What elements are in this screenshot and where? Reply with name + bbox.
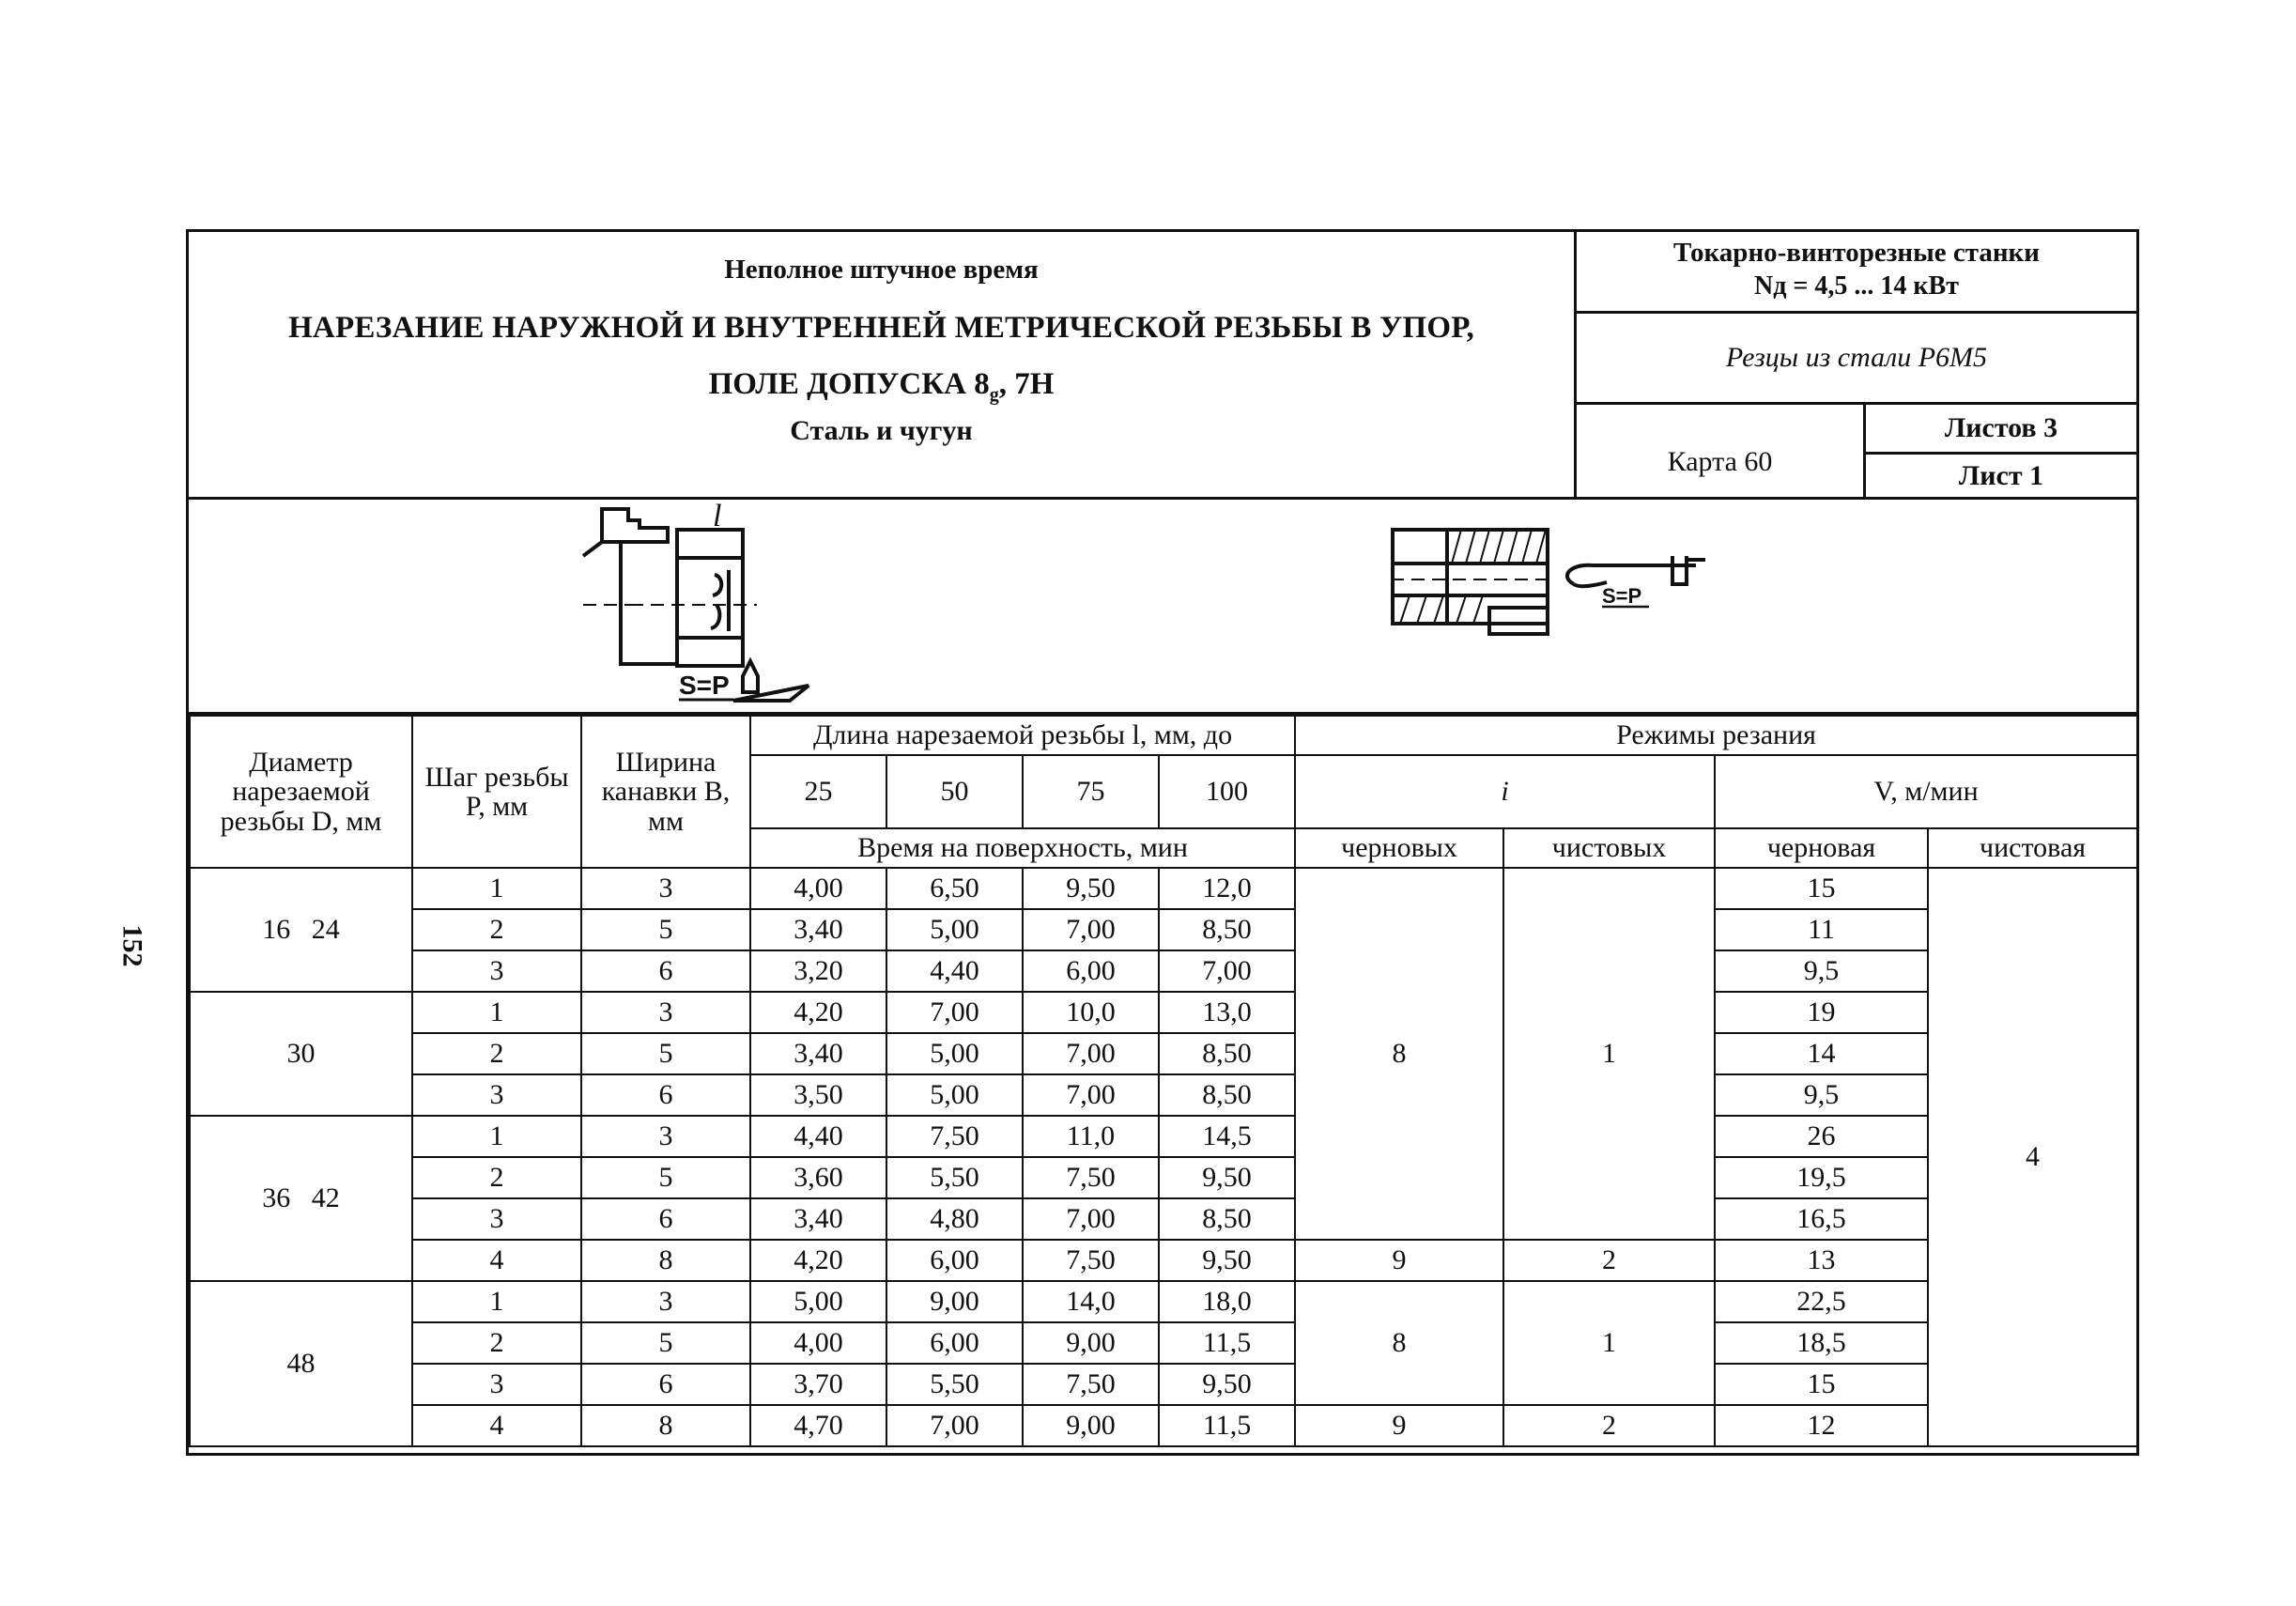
groove-cell: 8 — [581, 1405, 750, 1446]
tools-cell: Резцы из стали Р6М5 — [1577, 314, 2136, 405]
rough-passes-cell: 8 — [1295, 1281, 1503, 1405]
rough-speed-cell: 13 — [1715, 1240, 1928, 1281]
external-thread-sketch — [574, 500, 855, 712]
groove-cell: 6 — [581, 950, 750, 992]
rough-speed-cell: 11 — [1715, 909, 1928, 950]
table-row — [190, 1116, 2137, 1157]
header-thread-length: Длина нарезаемой резьбы l, мм, до — [750, 716, 1295, 755]
table-row — [190, 1322, 2137, 1364]
groove-cell: 3 — [581, 992, 750, 1033]
time-cell: 6,00 — [886, 1322, 1023, 1364]
finish-passes-cell: 2 — [1503, 1405, 1715, 1446]
time-cell: 4,40 — [750, 1116, 886, 1157]
time-cell: 9,50 — [1159, 1157, 1295, 1198]
pitch-cell: 2 — [412, 1033, 581, 1074]
time-cell: 5,50 — [886, 1364, 1023, 1405]
main-title: НАРЕЗАНИЕ НАРУЖНОЙ И ВНУТРЕННЕЙ МЕТРИЧЕСКОЙ РЕЗЬБЫ В УПОР, — [288, 311, 1474, 345]
header-passes: i — [1295, 755, 1715, 828]
table-row — [190, 950, 2137, 992]
header-diameter: Диаметр нарезаемой резьбы D, мм — [190, 716, 412, 868]
time-cell: 7,50 — [1023, 1157, 1159, 1198]
time-cell: 8,50 — [1159, 1074, 1295, 1116]
rough-speed-cell: 26 — [1715, 1116, 1928, 1157]
time-cell: 7,00 — [1023, 1074, 1159, 1116]
time-cell: 4,70 — [750, 1405, 886, 1446]
tolerance-line — [189, 367, 1574, 407]
groove-cell: 5 — [581, 1033, 750, 1074]
diameter-cell: 16 24 — [190, 868, 412, 992]
rough-speed-cell: 12 — [1715, 1405, 1928, 1446]
header-length-100: 100 — [1159, 755, 1295, 828]
time-cell: 5,50 — [886, 1157, 1023, 1198]
rough-speed-cell: 18,5 — [1715, 1322, 1928, 1364]
pitch-cell: 2 — [412, 1322, 581, 1364]
time-cell: 7,00 — [886, 992, 1023, 1033]
time-cell: 11,0 — [1023, 1116, 1159, 1157]
time-cell: 5,00 — [886, 1074, 1023, 1116]
time-cell: 3,70 — [750, 1364, 886, 1405]
time-cell: 11,5 — [1159, 1322, 1295, 1364]
tolerance-prefix: ПОЛЕ ДОПУСКА 8 — [708, 367, 990, 401]
tolerance-suffix: , 7H — [998, 367, 1055, 401]
time-cell: 8,50 — [1159, 909, 1295, 950]
rough-passes-cell: 8 — [1295, 868, 1503, 1240]
rough-speed-cell: 19,5 — [1715, 1157, 1928, 1198]
time-cell: 7,50 — [886, 1116, 1023, 1157]
rough-speed-cell: 16,5 — [1715, 1198, 1928, 1240]
time-cell: 4,00 — [750, 868, 886, 909]
pitch-cell: 4 — [412, 1240, 581, 1281]
finish-passes-cell: 1 — [1503, 868, 1715, 1240]
time-cell: 8,50 — [1159, 1033, 1295, 1074]
time-cell: 9,50 — [1023, 868, 1159, 909]
pitch-cell: 2 — [412, 909, 581, 950]
time-cell: 7,00 — [886, 1405, 1023, 1446]
groove-cell: 5 — [581, 1322, 750, 1364]
table-row — [190, 1364, 2137, 1405]
sheets-total: Листов 3 — [1866, 405, 2136, 455]
groove-cell: 5 — [581, 1157, 750, 1198]
sketch-l-label: l — [713, 500, 722, 533]
header-finish-speed: чистовая — [1928, 828, 2137, 868]
machine-cell — [1577, 232, 2136, 314]
pitch-cell: 1 — [412, 992, 581, 1033]
title-block — [189, 232, 1577, 497]
header-finish-passes: чистовых — [1503, 828, 1715, 868]
time-cell: 9,50 — [1159, 1240, 1295, 1281]
groove-cell: 6 — [581, 1074, 750, 1116]
rough-passes-cell: 9 — [1295, 1240, 1503, 1281]
time-cell: 9,00 — [1023, 1405, 1159, 1446]
groove-cell: 3 — [581, 868, 750, 909]
header-cutting-modes: Режимы резания — [1295, 716, 2137, 755]
rough-speed-cell: 9,5 — [1715, 1074, 1928, 1116]
time-cell: 4,20 — [750, 992, 886, 1033]
header-surface-time: Время на поверхность, мин — [750, 828, 1295, 868]
pitch-cell: 3 — [412, 1198, 581, 1240]
sketch-feed-label-right: S=P — [1602, 584, 1642, 608]
cutting-time-table — [189, 715, 2138, 1447]
rough-speed-cell: 14 — [1715, 1033, 1928, 1074]
pitch-cell: 3 — [412, 1074, 581, 1116]
pitch-cell: 3 — [412, 950, 581, 992]
finish-passes-cell: 2 — [1503, 1240, 1715, 1281]
header-rough-speed: черновая — [1715, 828, 1928, 868]
time-cell: 4,80 — [886, 1198, 1023, 1240]
time-cell: 14,0 — [1023, 1281, 1159, 1322]
rough-speed-cell: 9,5 — [1715, 950, 1928, 992]
time-cell: 3,20 — [750, 950, 886, 992]
groove-cell: 6 — [581, 1364, 750, 1405]
machine-type: Токарно-винторезные станки — [1673, 238, 2040, 268]
time-cell: 11,5 — [1159, 1405, 1295, 1446]
pitch-cell: 4 — [412, 1405, 581, 1446]
pitch-cell: 1 — [412, 868, 581, 909]
time-cell: 4,20 — [750, 1240, 886, 1281]
header-pitch: Шаг резьбы P, мм — [412, 716, 581, 868]
groove-cell: 3 — [581, 1281, 750, 1322]
header-length-75: 75 — [1023, 755, 1159, 828]
groove-cell: 8 — [581, 1240, 750, 1281]
header-groove: Ширина канавки B, мм — [581, 716, 750, 868]
table-row — [190, 1405, 2137, 1446]
time-cell: 3,40 — [750, 1198, 886, 1240]
header-length-25: 25 — [750, 755, 886, 828]
groove-cell: 3 — [581, 1116, 750, 1157]
time-cell: 4,00 — [750, 1322, 886, 1364]
subtitle: Неполное штучное время — [724, 255, 1039, 285]
table-row — [190, 992, 2137, 1033]
pitch-cell: 2 — [412, 1157, 581, 1198]
sketch-feed-label-left: S=P — [679, 671, 730, 700]
sheet-current: Лист 1 — [1958, 460, 2044, 491]
diameter-cell: 30 — [190, 992, 412, 1116]
table-row — [190, 909, 2137, 950]
time-cell: 3,50 — [750, 1074, 886, 1116]
card-number-cell — [1577, 405, 1866, 497]
header-length-50: 50 — [886, 755, 1023, 828]
finish-passes-cell: 1 — [1503, 1281, 1715, 1405]
time-cell: 3,60 — [750, 1157, 886, 1198]
time-cell: 7,00 — [1023, 909, 1159, 950]
diameter-cell: 48 — [190, 1281, 412, 1446]
card-header — [189, 232, 2136, 500]
time-cell: 5,00 — [886, 1033, 1023, 1074]
table-row — [190, 1198, 2137, 1240]
time-cell: 9,00 — [886, 1281, 1023, 1322]
time-cell: 6,50 — [886, 868, 1023, 909]
diameter-cell: 36 42 — [190, 1116, 412, 1281]
time-cell: 6,00 — [886, 1240, 1023, 1281]
time-cell: 3,40 — [750, 909, 886, 950]
table-row — [190, 1240, 2137, 1281]
rough-speed-cell: 22,5 — [1715, 1281, 1928, 1322]
groove-cell: 6 — [581, 1198, 750, 1240]
table-row — [190, 1074, 2137, 1116]
finish-speed-cell: 4 — [1928, 868, 2137, 1446]
rough-speed-cell: 15 — [1715, 868, 1928, 909]
time-cell: 7,00 — [1159, 950, 1295, 992]
internal-thread-sketch — [1391, 528, 1748, 650]
time-cell: 9,00 — [1023, 1322, 1159, 1364]
time-cell: 14,5 — [1159, 1116, 1295, 1157]
time-cell: 12,0 — [1159, 868, 1295, 909]
card-number: Карта 60 — [1667, 446, 1773, 477]
machine-power: Nд = 4,5 ... 14 кВт — [1754, 271, 1959, 301]
time-cell: 13,0 — [1159, 992, 1295, 1033]
rough-passes-cell: 9 — [1295, 1405, 1503, 1446]
time-cell: 7,00 — [1023, 1198, 1159, 1240]
table-row — [190, 1281, 2137, 1322]
table-row — [190, 868, 2137, 909]
time-cell: 7,50 — [1023, 1240, 1159, 1281]
time-cell: 7,00 — [1023, 1033, 1159, 1074]
pitch-cell: 1 — [412, 1116, 581, 1157]
time-cell: 8,50 — [1159, 1198, 1295, 1240]
pitch-cell: 3 — [412, 1364, 581, 1405]
header-speed: V, м/мин — [1715, 755, 2137, 828]
time-cell: 5,00 — [750, 1281, 886, 1322]
rough-speed-cell: 19 — [1715, 992, 1928, 1033]
time-cell: 6,00 — [1023, 950, 1159, 992]
process-card — [186, 229, 2139, 1456]
material: Сталь и чугун — [790, 415, 973, 446]
time-cell: 4,40 — [886, 950, 1023, 992]
table-row — [190, 1157, 2137, 1198]
rough-speed-cell: 15 — [1715, 1364, 1928, 1405]
time-cell: 9,50 — [1159, 1364, 1295, 1405]
time-cell: 10,0 — [1023, 992, 1159, 1033]
time-cell: 5,00 — [886, 909, 1023, 950]
time-cell: 18,0 — [1159, 1281, 1295, 1322]
header-rough-passes: черновых — [1295, 828, 1503, 868]
sketch-area — [189, 500, 2136, 715]
time-cell: 3,40 — [750, 1033, 886, 1074]
table-row — [190, 1033, 2137, 1074]
page-number: 152 — [116, 924, 148, 967]
info-block — [1577, 232, 2136, 497]
groove-cell: 5 — [581, 909, 750, 950]
pitch-cell: 1 — [412, 1281, 581, 1322]
time-cell: 7,50 — [1023, 1364, 1159, 1405]
tolerance-sub: g — [989, 384, 999, 406]
